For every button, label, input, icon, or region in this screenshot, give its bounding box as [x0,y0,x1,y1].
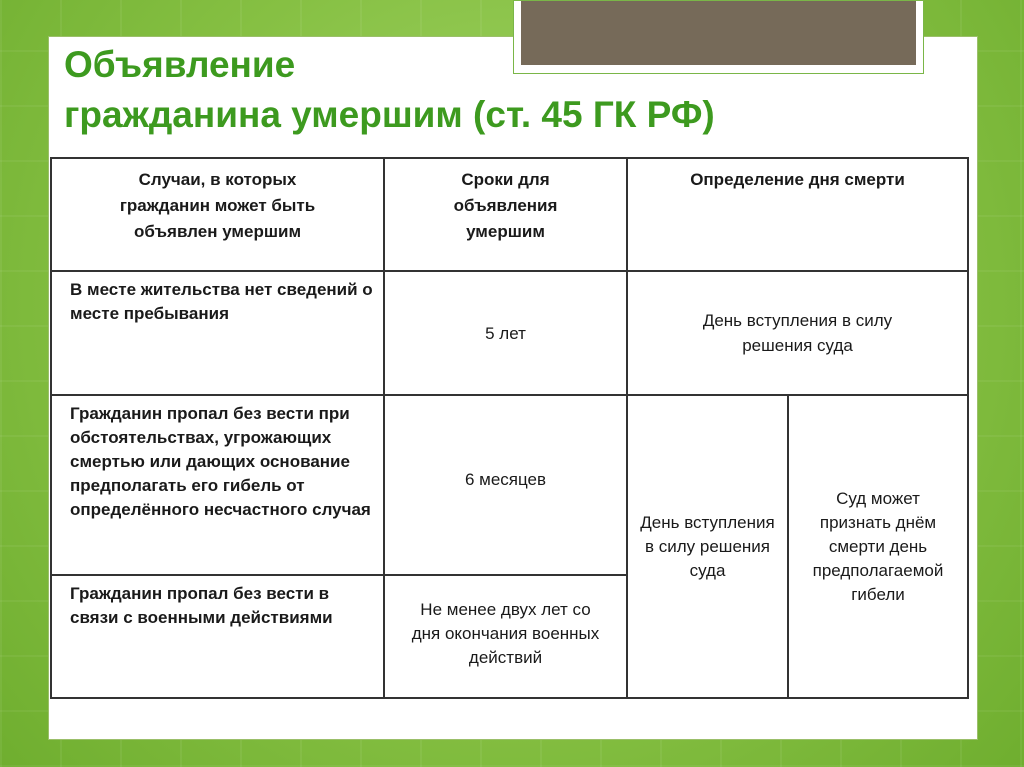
header-row [51,158,968,271]
row3-case: Гражданин пропал без вести в связи с военными действиями [51,575,384,698]
header-cases: Случаи, в которых гражданин может быть объявлен умершим [51,158,384,271]
slide-title [64,40,715,135]
row1-death-day: День вступления в силу решения суда [627,271,968,395]
table-row [51,271,968,395]
row2-death-day-right: Суд может признать днём смерти день предполагаемой гибели [788,395,968,698]
row3-term: Не менее двух лет со дня окончания военных действий [384,575,627,698]
row2-term: 6 месяцев [384,395,627,575]
decorative-header-fill [521,1,916,65]
header-terms: Сроки для объявления умершим [384,158,627,271]
table-row [51,395,968,575]
death-declaration-table [50,157,969,699]
title-line-1: Объявление [64,44,296,85]
decorative-header-box [513,0,924,74]
header-death-day: Определение дня смерти [627,158,968,271]
title-line-2: гражданина умершим (ст. 45 ГК РФ) [64,94,715,135]
row1-case: В месте жительства нет сведений о месте пребывания [51,271,384,395]
row1-term: 5 лет [384,271,627,395]
row2-case: Гражданин пропал без вести при обстоятельствах, угрожающих смертью или дающих основание предполагать его гибель от определённого несчастного случая [51,395,384,575]
row2-death-day-left: День вступления в силу решения суда [627,395,788,698]
